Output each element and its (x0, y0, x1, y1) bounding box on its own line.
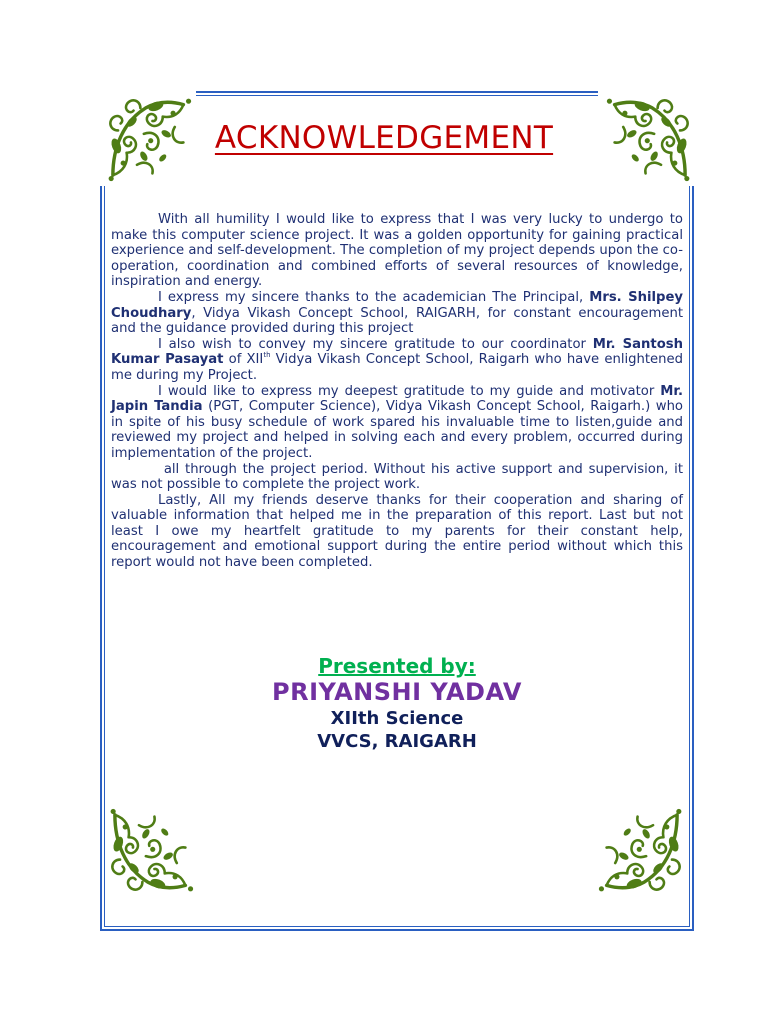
floral-corner-bottom-right-icon (598, 808, 684, 894)
paragraph-coordinator-text-b: of XII (223, 352, 264, 368)
paragraph-guide-text-b: (PGT, Computer Science), Vidya Vikash Concept School, Raigarh.) who in spite of his busy schedule of work spared his invaluable time to listen,guide and reviewed my project and helped in solving each and every problem, occurred during implementation of the project. (111, 399, 684, 461)
acknowledgement-body (111, 212, 688, 571)
paragraph-principal-text-a: I express my sincere thanks to the academician The Principal, (158, 289, 590, 305)
paragraph-support: all through the project period. Without his active support and supervision, it was not possible to complete the project work. (111, 461, 688, 493)
paragraph-coordinator (111, 337, 683, 384)
paragraph-guide-text-a: I would like to express my deepest gratitude to my guide and motivator (158, 383, 661, 399)
presenter-school: VVCS, RAIGARH (317, 731, 477, 752)
paragraph-intro: With all humility I would like to express that I was very lucky to undergo to make this computer science project. It was a golden opportunity for gaining practical experience and self-development. The completion of my project depends upon the co-operation, coordination and combined efforts of several resources of knowledge, inspiration and energy. (111, 212, 683, 290)
paragraph-coordinator-text-a: I also wish to convey my sincere gratitude to our coordinator (158, 336, 593, 352)
paragraph-coordinator-text-c: Vidya Vikash Concept School, Raigarh who have enlightened me during my Project. (111, 352, 683, 383)
page-title: ACKNOWLEDGEMENT (214, 120, 554, 156)
ordinal-superscript: th (263, 351, 271, 360)
floral-corner-bottom-left-icon (108, 808, 194, 894)
presented-by-label: Presented by: (318, 654, 476, 678)
guide-name: Mr. Japin Tandia (111, 383, 683, 415)
paragraph-principal-text-b: , Vidya Vikash Concept School, RAIGARH, for constant encouragement and the guidance provided during this project (111, 305, 683, 337)
coordinator-name: Mr. Santosh Kumar Pasayat (111, 336, 683, 368)
presenter-class: XIIth Science (330, 708, 464, 729)
paragraph-principal (111, 290, 683, 337)
paragraph-closing: Lastly, All my friends deserve thanks for their cooperation and sharing of valuable information that helped me in the preparation of this report. Last but not least I owe my heartfelt gratitude to my parents for their constant help, encouragement and emotional support during the entire period without which this report would not have been completed. (111, 492, 683, 571)
principal-name: Mrs. Shilpey Choudhary (111, 289, 684, 321)
paragraph-guide (111, 384, 683, 462)
presenter-name: PRIYANSHI YADAV (272, 678, 522, 706)
